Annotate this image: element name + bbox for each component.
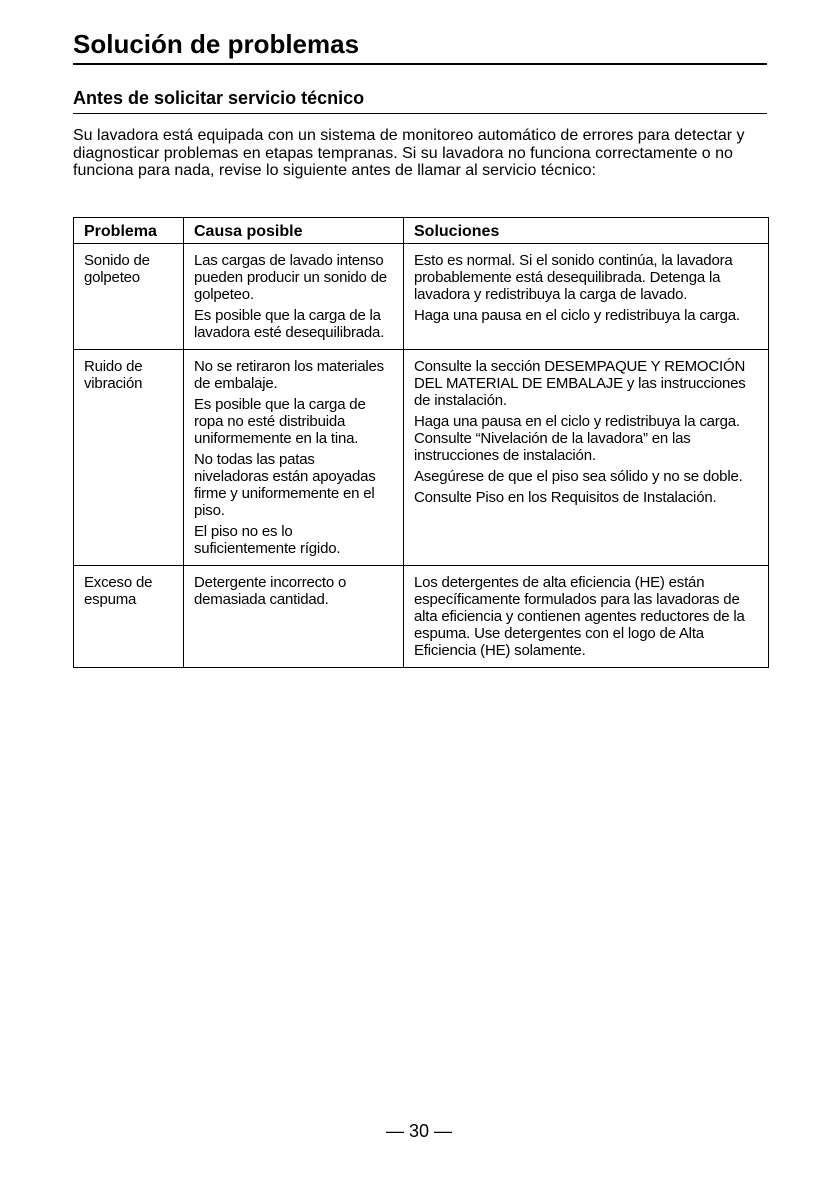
table-row: [74, 244, 769, 350]
solutions-cell: [404, 566, 769, 668]
page-title: Solución de problemas: [73, 29, 360, 59]
cause-cell: [184, 350, 404, 566]
intro-paragraph: Su lavadora está equipada con un sistema de monitoreo automático de errores para detectar y diagnosticar problemas en etapas tempranas. Si su lavadora no funciona correctamente o no funciona para nada, revise lo siguiente antes de llamar al servicio técnico:: [73, 127, 745, 179]
solution-item: Consulte la sección DESEMPAQUE Y REMOCIÓN DEL MATERIAL DE EMBALAJE y las instrucciones de instalación.: [414, 358, 746, 409]
title-divider: [73, 63, 767, 65]
cause-item: Es posible que la carga de la lavadora esté desequilibrada.: [194, 307, 385, 341]
cause-item: No todas las patas niveladoras están apoyadas firme y uniformemente en el piso.: [194, 451, 376, 519]
column-header-solutions: Soluciones: [404, 218, 769, 244]
table-row: [74, 566, 769, 668]
solutions-cell: [404, 244, 769, 350]
troubleshooting-table: [73, 217, 769, 668]
cause-item: Detergente incorrecto o demasiada cantidad.: [194, 574, 347, 608]
problem-cell: Sonido de golpeteo: [74, 244, 184, 350]
problem-cell: Exceso de espuma: [74, 566, 184, 668]
cause-cell: [184, 244, 404, 350]
table-row: [74, 350, 769, 566]
solution-item: Esto es normal. Si el sonido continúa, la lavadora probablemente está desequilibrada. Detenga la lavadora y redistribuya la carga de lavado.: [414, 252, 733, 303]
cause-cell: [184, 566, 404, 668]
section-divider: [73, 113, 767, 114]
solution-item: Haga una pausa en el ciclo y redistribuya la carga. Consulte “Nivelación de la lavadora” en las instrucciones de instalación.: [414, 413, 740, 464]
page-number: — 30 —: [385, 1121, 453, 1141]
table-header-row: [74, 218, 769, 244]
cause-item: El piso no es lo suficientemente rígido.: [194, 523, 341, 557]
solution-item: Consulte Piso en los Requisitos de Instalación.: [414, 489, 717, 506]
cause-item: Es posible que la carga de ropa no esté distribuida uniformemente en la tina.: [194, 396, 366, 447]
section-title: Antes de solicitar servicio técnico: [73, 88, 365, 108]
column-header-cause: Causa posible: [184, 218, 404, 244]
cause-item: Las cargas de lavado intenso pueden producir un sonido de golpeteo.: [194, 252, 387, 303]
solution-item: Asegúrese de que el piso sea sólido y no se doble.: [414, 468, 743, 485]
problem-cell: Ruido de vibración: [74, 350, 184, 566]
solution-item: Los detergentes de alta eficiencia (HE) están específicamente formulados para las lavadoras de alta eficiencia y contienen agentes reductores de la espuma. Use detergentes con el logo de Alta Eficiencia (HE) solamente.: [414, 574, 745, 659]
column-header-problem: Problema: [74, 218, 184, 244]
solution-item: Haga una pausa en el ciclo y redistribuya la carga.: [414, 307, 740, 324]
solutions-cell: [404, 350, 769, 566]
cause-item: No se retiraron los materiales de embalaje.: [194, 358, 384, 392]
